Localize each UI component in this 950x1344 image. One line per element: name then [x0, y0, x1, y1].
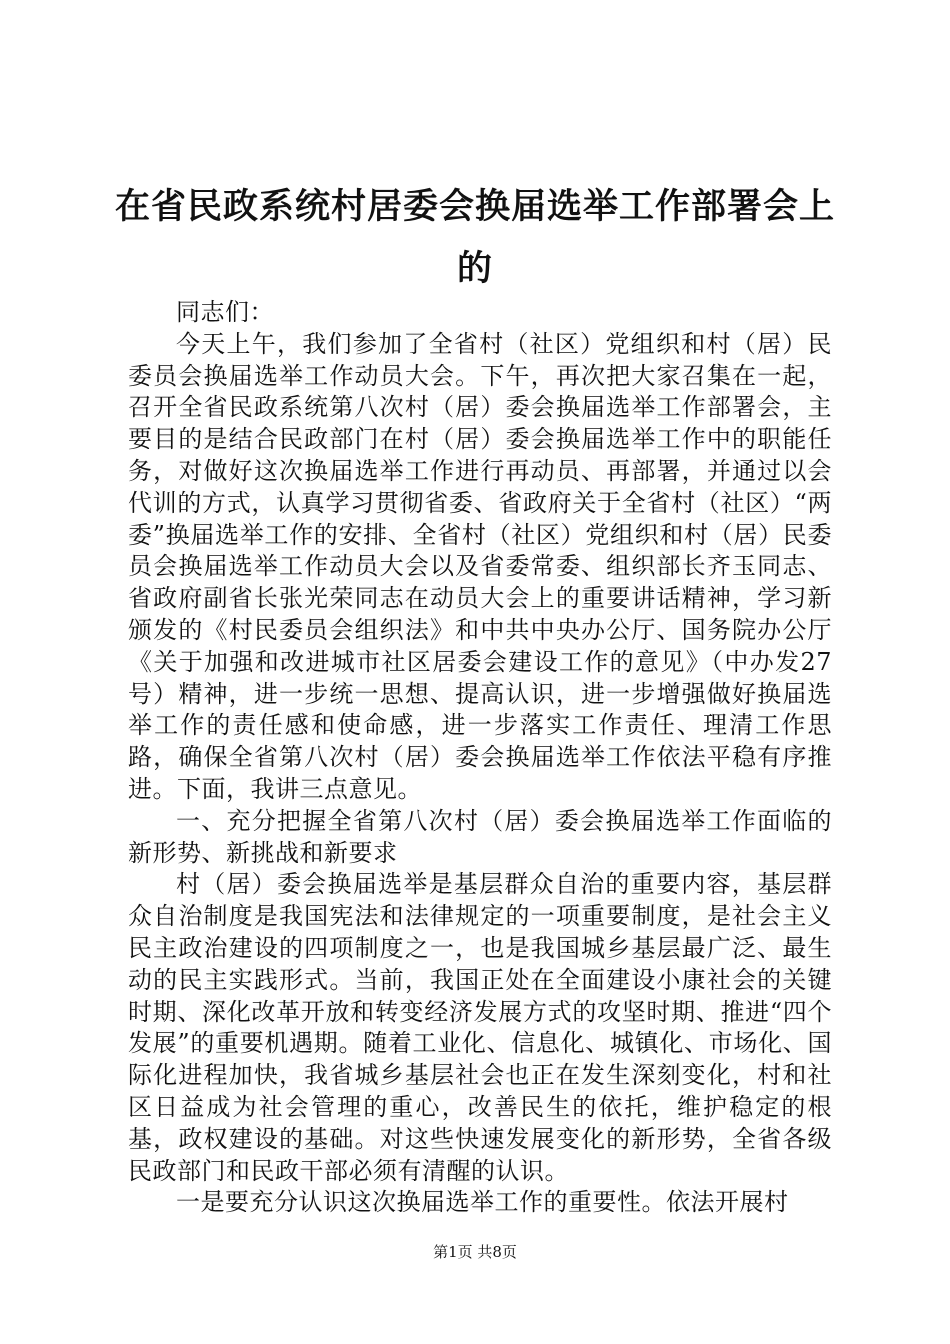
body-paragraph: 村（居）委会换届选举是基层群众自治的重要内容，基层群众自治制度是我国宪法和法律规定的一项重要制度，是社会主义民主政治建设的四项制度之一，也是我国城乡基层最广泛、最生动的民主实践形式。当前，我国正处在全面建设小康社会的关键时期、深化改革开放和转变经济发展方式的攻坚时期、推进“四个发展”的重要机遇期。随着工业化、信息化、城镇化、市场化、国际化进程加快，我省城乡基层社会也正在发生深刻变化，村和社区日益成为社会管理的重心，改善民生的依托，维护稳定的根基，政权建设的基础。对这些快速发展变化的新形势，全省各级民政部门和民政干部必须有清醒的认识。	[128, 870, 832, 1185]
document-title: 在省民政系统村居委会换届选举工作部署会上的	[114, 187, 835, 289]
page-footer: 第1页 共8页	[433, 1243, 517, 1261]
document-body	[128, 297, 832, 1219]
body-paragraph: 今天上午，我们参加了全省村（社区）党组织和村（居）民委员会换届选举工作动员大会。下午，再次把大家召集在一起，召开全省民政系统第八次村（居）委会换届选举工作部署会，主要目的是结合民政部门在村（居）委会换届选举工作中的职能任务，对做好这次换届选举工作进行再动员、再部署，并通过以会代训的方式，认真学习贯彻省委、省政府关于全省村（社区）“两委”换届选举工作的安排、全省村（社区）党组织和村（居）民委员会换届选举工作动员大会以及省委常委、组织部长齐玉同志、省政府副省长张光荣同志在动员大会上的重要讲话精神，学习新颁发的《村民委员会组织法》和中共中央办公厅、国务院办公厅《关于加强和改进城市社区居委会建设工作的意见》（中办发27号）精神，进一步统一思想、提高认识，进一步增强做好换届选举工作的责任感和使命感，进一步落实工作责任、理清工作思路，确保全省第八次村（居）委会换届选举工作依法平稳有序推进。下面，我讲三点意见。	[128, 329, 832, 803]
section-heading: 一、充分把握全省第八次村（居）委会换届选举工作面临的新形势、新挑战和新要求	[128, 806, 832, 867]
body-paragraph: 一是要充分认识这次换届选举工作的重要性。依法开展村	[176, 1188, 789, 1217]
salutation: 同志们：	[176, 298, 274, 326]
